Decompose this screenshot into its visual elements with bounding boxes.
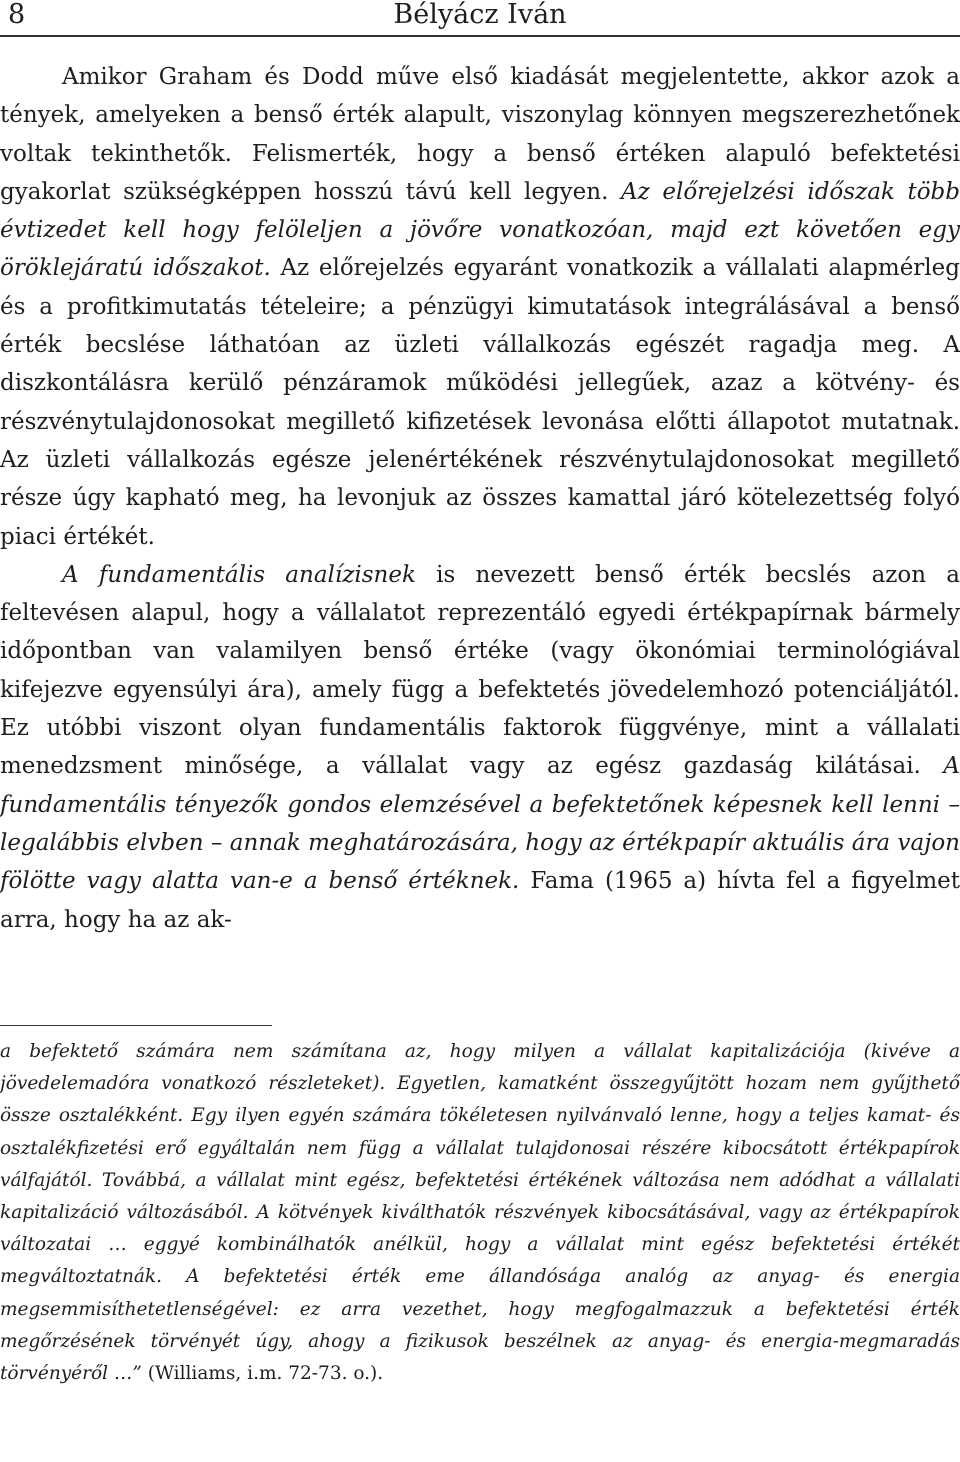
paragraph-2-rest: Fama (1965 a) hívta fel a figyelmet arra, hogy ha az ak-: [0, 868, 960, 933]
footnote-text: a befektető számára nem számítana az, hogy milyen a vállalat kapitalizációja (kivéve a jövedelemadóra vonatkozó részleteket). Egyetlen, kamatként összegyűjtött hozam nem gyűjthető össze osztalékként. Egy ilyen egyén számára tökéletesen nyilvánvaló lenne, hogy a teljes kamat- és osztalékfizetési erő egyáltalán nem függ a vállalat tulajdonosai részére kibocsátott értékpapírok válfajától. Továbbá, a vállalat mint egész, befektetési értékének változása nem adódhat a vállalati kapitalizáció változásából. A kötvények kiválthatók részvények kibocsátásával, vagy az értékpapírok változatai … eggyé kombinálhatók anélkül, hogy a vállalat mint egész befektetési értékét megváltoztatnák. A befektetési érték eme állandósága analóg az anyag- és energia megsemmisíthetetlenségével: ez arra vezethet, hogy megfogalmazzuk a befektetési érték megőrzésének törvényét úgy, ahogy a fizikusok beszélnek az anyag- és energia-megmaradás törvényéről …”: [0, 1041, 960, 1385]
header-rule: [0, 35, 960, 37]
footnote: [0, 1036, 960, 1390]
paragraph-2-italic-lead: A fundamentális analízisnek: [62, 561, 416, 588]
page-number: 8: [8, 0, 26, 30]
page-header: [0, 0, 960, 38]
running-head: Bélyácz Iván: [393, 0, 567, 30]
paragraph-2-text: is nevezett benső érték becslés azon a feltevésen alapul, hogy a vállalatot reprezentáló egyedi értékpapírnak bármely időpontban van valamilyen benső értéke (vagy ökonómiai terminológiával kifejezve egyensúlyi ára), amely függ a befektetés jövedelemhozó potenciáljától. Ez utóbbi viszont olyan fundamentális faktorok függvénye, mint a vállalati menedzsment minősége, a vállalat vagy az egész gazdaság kilátásai.: [0, 561, 960, 780]
paragraph-1: [0, 58, 960, 556]
paragraph-1-text: Amikor Graham és Dodd műve első kiadását megjelentette, akkor azok a tények, amelyeken a benső érték alapult, viszonylag könnyen megszerezhetőnek voltak tekinthetők. Felismerték, hogy a benső értéken alapuló befektetési gyakorlat szükségképpen hosszú távú kell legyen.: [0, 64, 960, 205]
paragraph-2-italic: A fundamentális tényezők gondos elemzésével a befektetőnek képesnek kell lenni – legalábbis elvben – annak meghatározására, hogy az értékpapír aktuális ára vajon fölötte vagy alatta van-e a benső értéknek.: [0, 753, 960, 895]
paragraph-1-italic: Az előrejelzési időszak több évtizedet kell hogy felöleljen a jövőre vonatkozóan, majd ezt követően egy öröklejáratú időszakot.: [0, 178, 960, 282]
paragraph-2: [0, 556, 960, 939]
footnote-rule: [0, 1025, 272, 1026]
paragraph-1-rest: Az előrejelzés egyaránt vonatkozik a vállalati alapmérleg és a profitkimutatás tételeire; a pénzügyi kimutatások integrálásával a benső érték becslése láthatóan az üzleti vállalkozás egészét ragadja meg. A diszkontálásra kerülő pénzáramok működési jellegűek, azaz a kötvény- és részvénytulajdonosokat megillető kifizetések levonása előtti állapotot mutatnak. Az üzleti vállalkozás egésze jelenértékének részvénytulajdonosokat megillető része úgy kapható meg, ha levonjuk az összes kamattal járó kötelezettség folyó piaci értékét.: [0, 255, 960, 550]
body-text: [0, 58, 960, 939]
footnote-citation: (Williams, i.m. 72-73. o.).: [141, 1363, 384, 1385]
